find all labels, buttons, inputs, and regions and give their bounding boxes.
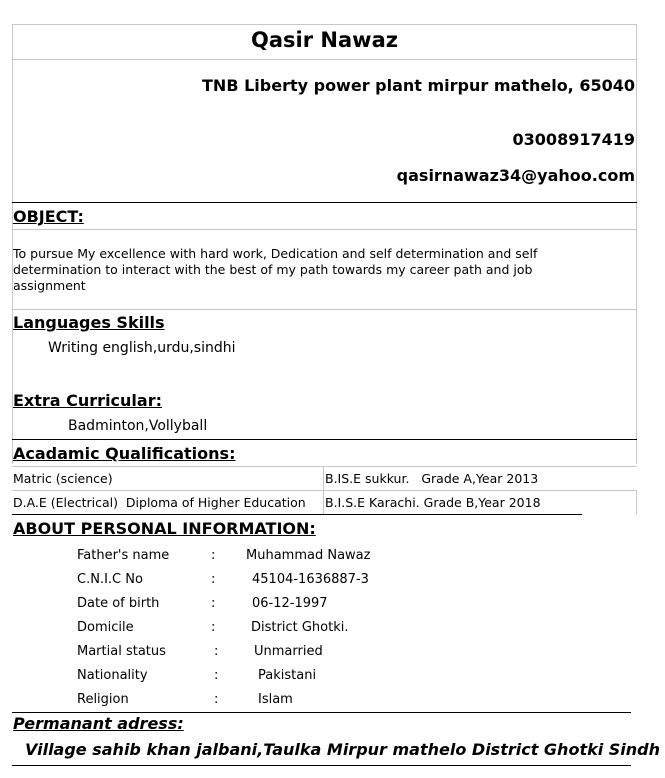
name-divider [12,59,637,60]
personal-label-dob: Date of birth [77,596,160,611]
languages-heading: Languages Skills [13,313,165,332]
contact-email: qasirnawaz34@yahoo.com [396,166,635,185]
frame-right-line [636,24,637,464]
academics-board-cell: B.I.S.E Karachi. Grade B,Year 2018 [325,495,541,510]
languages-divider [12,309,637,310]
objective-text [13,246,537,294]
header-divider [12,202,637,203]
academics-table-mid [12,490,637,491]
objective-line: assignment [13,278,86,293]
contact-phone: 03008917419 [512,130,635,149]
languages-text: Writing english,urdu,sindhi [48,340,236,356]
personal-separator: : [214,644,219,659]
academics-table-top [12,466,637,467]
permanent-address-text: Village sahib khan jalbani,Taulka Mirpur mathelo District Ghotki Sindh [25,740,661,759]
academics-board-cell: B.IS.E sukkur. Grade A,Year 2013 [325,471,539,486]
personal-label-cnic: C.N.I.C No [77,572,143,587]
personal-label-domicile: Domicile [77,620,134,635]
academics-degree-cell: Matric (science) [13,471,113,486]
objective-line: determination to interact with the best of my path towards my career path and job [13,262,533,277]
personal-value-fathers-name: Muhammad Nawaz [246,548,371,563]
personal-value-nationality: Pakistani [258,668,317,683]
objective-divider [12,229,637,230]
personal-separator: : [211,572,216,587]
personal-separator: : [211,596,216,611]
personal-separator: : [214,692,219,707]
objective-heading: OBJECT: [13,207,84,226]
personal-label-fathers-name: Father's name [77,548,170,563]
personal-separator: : [211,620,216,635]
academics-degree-cell: D.A.E (Electrical) Diploma of Higher Education [13,495,306,510]
personal-value-religion: Islam [258,692,293,707]
personal-label-religion: Religion [77,692,129,707]
personal-info-heading: ABOUT PERSONAL INFORMATION: [13,519,316,538]
personal-value-cnic: 45104-1636887-3 [252,572,369,587]
personal-separator: : [214,668,219,683]
permanent-address-heading: Permanant adress: [13,714,184,733]
personal-value-domicile: District Ghotki. [251,620,349,635]
personal-value-dob: 06-12-1997 [252,596,328,611]
objective-line: To pursue My excellence with hard work, Dedication and self determination and self [13,246,538,261]
academics-table-right-edge [636,490,637,514]
academics-table-bottom [12,514,582,515]
frame-top-line [12,24,637,25]
extra-curricular-heading: Extra Curricular: [13,391,162,410]
resume-name: Qasir Nawaz [251,28,398,52]
personal-label-nationality: Nationality [77,668,148,683]
contact-address: TNB Liberty power plant mirpur mathelo, 65040 [202,76,635,95]
academics-divider [12,439,637,440]
personal-label-marital-status: Martial status [77,644,166,659]
extra-curricular-text: Badminton,Vollyball [68,418,208,434]
academics-table-col-divider [323,466,324,514]
address-divider [12,712,631,713]
academics-heading: Acadamic Qualifications: [13,444,236,463]
personal-separator: : [211,548,216,563]
address-bottom-line [12,765,631,766]
personal-value-marital-status: Unmarried [254,644,323,659]
